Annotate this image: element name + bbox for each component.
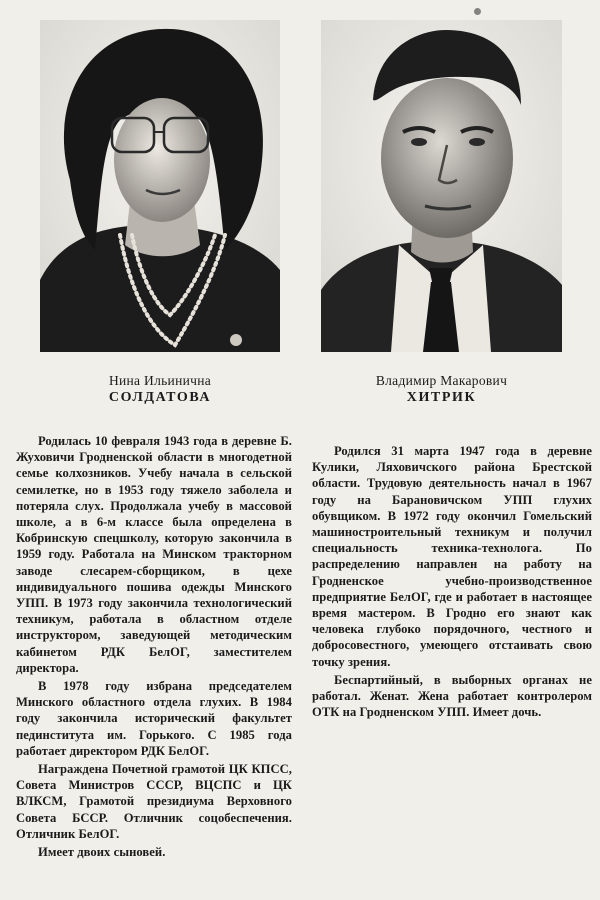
portrait-photo-hitrik bbox=[321, 20, 562, 352]
portrait-woman-image bbox=[40, 20, 280, 352]
first-name: Нина Ильинична bbox=[108, 373, 212, 388]
first-name: Владимир Макарович bbox=[375, 373, 508, 388]
bio-paragraph: Родилась 10 февраля 1943 года в деревне Б. Жуховичи Гродненской области в многодетной семье колхозников. Учебу начала в сельской семилетке, но в 1953 году тяжело заболела и потеряла слух. Продолжала учебу в массовой школе, а в 6-м классе была определена в Кобринскую спецшколу, которую закончила в 1959 году. Работала на Минском тракторном заводе слесарем-сборщиком, в цехе индивидуального пошива одежды Минского УПП. В 1973 году закончила технологический техникум, работала в областном отделе инструктором, заведующей методическим кабинетом РДК БелОГ, заместителем директора. bbox=[16, 434, 292, 675]
biography-hitrik bbox=[312, 443, 592, 720]
print-speck bbox=[474, 8, 481, 15]
last-name: СОЛДАТОВА bbox=[108, 390, 212, 405]
person-name-hitrik bbox=[321, 373, 562, 407]
portrait-photo-soldatova bbox=[40, 20, 280, 352]
bio-paragraph: В 1978 году избрана председателем Минского областного отдела глухих. В 1984 году закончила исторический факультет пединститута им. Горького. С 1985 года работает директором РДК БелОГ. bbox=[16, 679, 292, 758]
bio-paragraph: Беспартийный, в выборных органах не работал. Женат. Жена работает контролером ОТК на Гродненском УПП. Имеет дочь. bbox=[312, 672, 592, 720]
portrait-man-image bbox=[321, 20, 562, 352]
bio-paragraph: Награждена Почетной грамотой ЦК КПСС, Совета Министров СССР, ВЦСПС и ЦК ВЛКСМ, Грамотой президиума Верховного Совета БССР. Отличник соцобеспечения. Отличник БелОГ. bbox=[16, 762, 292, 841]
person-name-soldatova bbox=[40, 373, 280, 407]
last-name: ХИТРИК bbox=[406, 390, 477, 405]
bio-paragraph: Имеет двоих сыновей. bbox=[38, 845, 166, 860]
bio-paragraph: Родился 31 марта 1947 года в деревне Кулики, Ляховичского района Брестской области. Трудовую деятельность начал в 1967 году на Барановичском УПП глухих обувщиком. В 1972 году окончил Гомельский машиностроительный техникум и получил специальность техника-технолога. По распределению направлен на работу на Гродненское учебно-производственное предприятие БелОГ, где и работает в настоящее время мастером. В Гродно его знают как человека глубоко порядочного, честного и добросовестного, умеющего отстаивать свою точку зрения. bbox=[312, 444, 592, 669]
biography-soldatova bbox=[16, 433, 292, 860]
